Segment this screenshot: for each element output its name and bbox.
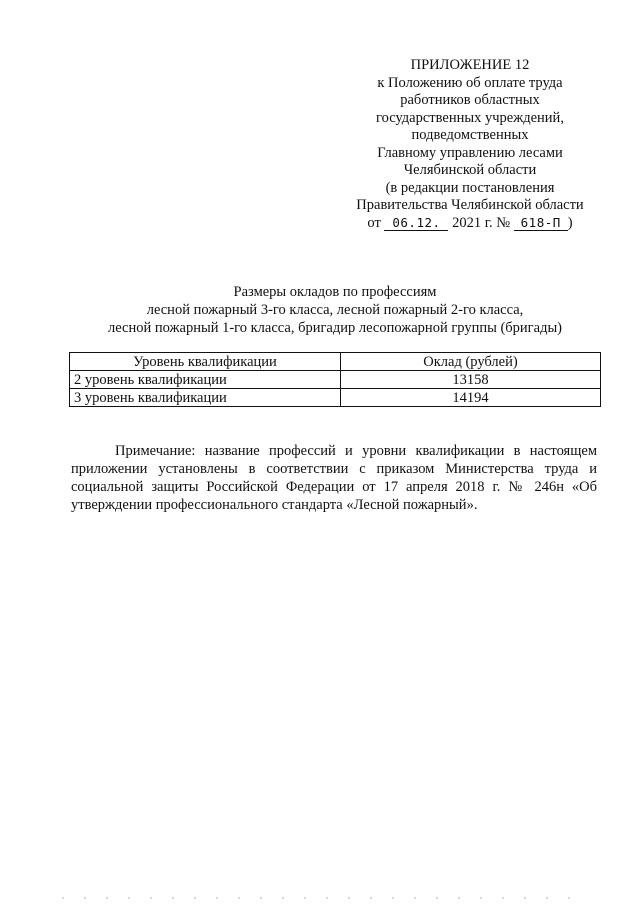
cell-level: 2 уровень квалификации <box>70 371 341 389</box>
table-row <box>70 389 601 407</box>
header-salary: Оклад (рублей) <box>341 353 601 371</box>
title-line-2: лесной пожарный 3-го класса, лесной пожарный 2-го класса, <box>146 302 524 318</box>
appendix-title: ПРИЛОЖЕНИЕ 12 <box>410 57 530 73</box>
header-line-3: государственных учреждений, <box>376 109 564 126</box>
cell-salary: 14194 <box>341 389 601 407</box>
table-row <box>70 371 601 389</box>
year-text: 2021 г. № <box>452 214 511 231</box>
note-paragraph: Примечание: название профессий и уровни квалификации в настоящем приложении установлены в соответствии с приказом Министерства труда и социальной защиты Российской Федерации от 17 апреля 2018 г. № 246н «Об утверждении профессионального стандарта «Лесной пожарный». <box>71 442 597 513</box>
title-line-1: Размеры окладов по профессиям <box>233 284 437 300</box>
header-line-7: (в редакции постановления <box>385 179 555 196</box>
scan-edge-artifact <box>62 897 582 899</box>
header-level: Уровень квалификации <box>70 353 341 371</box>
cell-salary: 13158 <box>341 371 601 389</box>
document-title <box>70 283 600 337</box>
header-line-8: Правительства Челябинской области <box>356 197 584 213</box>
handwritten-number: 618-П <box>514 216 568 231</box>
cell-level: 3 уровень квалификации <box>70 389 341 407</box>
header-line-6: Челябинской области <box>403 162 537 178</box>
title-line-3: лесной пожарный 1-го класса, бригадир лесопожарной группы (бригады) <box>107 320 563 336</box>
close-paren: ) <box>567 214 573 231</box>
header-line-5: Главному управлению лесами <box>377 144 563 161</box>
header-line-2: работников областных <box>400 92 540 108</box>
date-prefix: от <box>367 214 381 231</box>
appendix-header <box>340 57 600 232</box>
table-header-row <box>70 353 601 371</box>
salary-table <box>69 352 601 407</box>
header-line-4: подведомственных <box>411 127 529 143</box>
handwritten-date: 06.12. <box>384 216 448 231</box>
header-line-1: к Положению об оплате труда <box>377 74 563 91</box>
resolution-date-line <box>340 215 600 233</box>
